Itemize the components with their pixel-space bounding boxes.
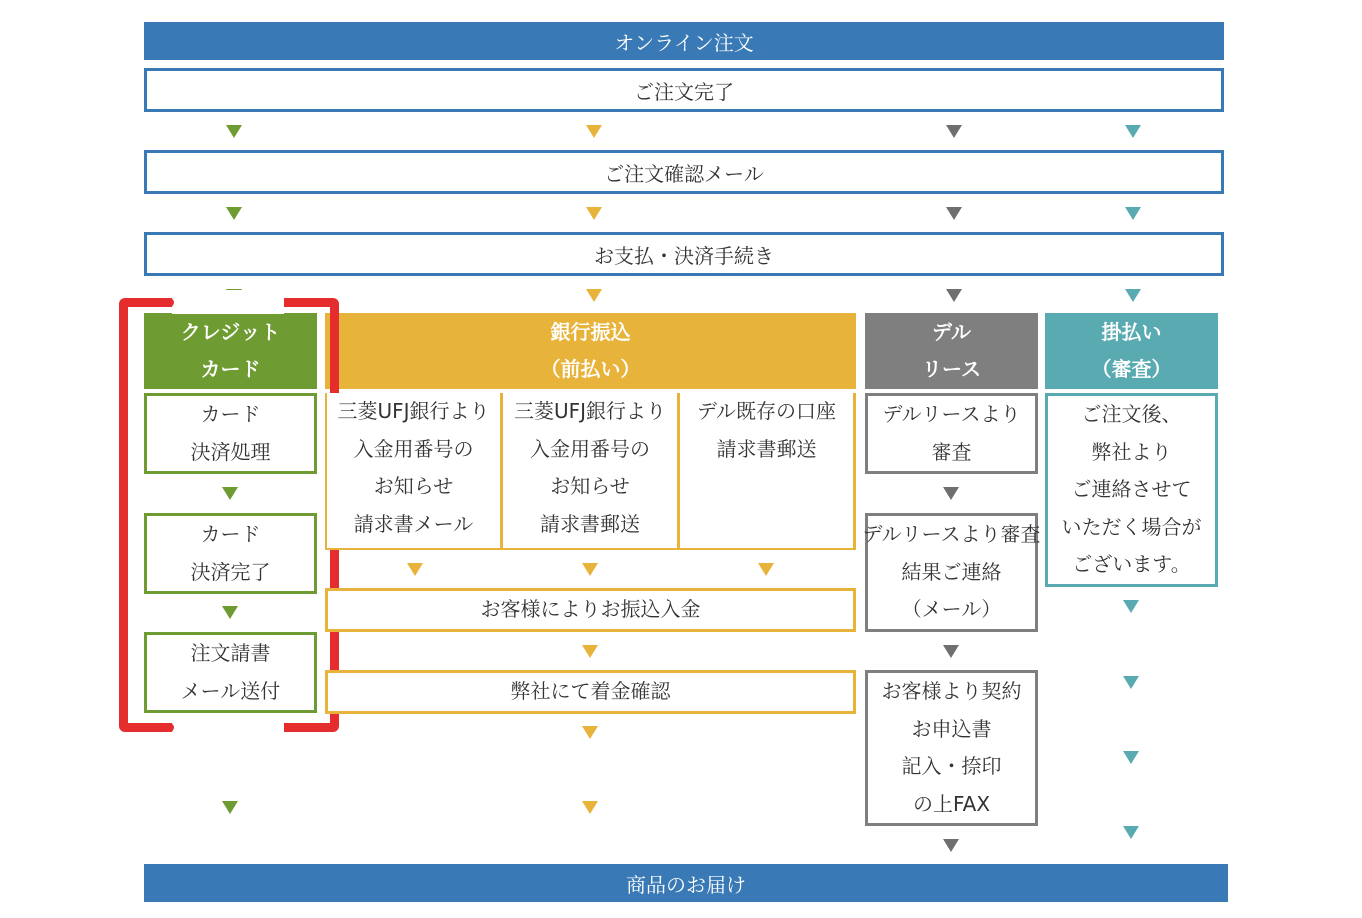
footer-delivery	[144, 864, 1228, 902]
bank-sub-post-line: 三菱UFJ銀行より	[513, 399, 667, 423]
credit-card-title-1: クレジット	[180, 320, 281, 344]
arrow-down-icon	[226, 207, 242, 220]
arrow-down-icon	[943, 839, 959, 852]
bank-sub-post-line: 請求書郵送	[540, 511, 640, 536]
bank-sub-mail-line: 請求書メール	[353, 511, 474, 536]
arrow-down-icon	[1123, 676, 1139, 689]
bracket-gap-top	[172, 290, 284, 314]
bracket-cap	[284, 723, 298, 732]
lease-box-review-line: 審査	[931, 439, 972, 464]
arrow-down-icon	[226, 125, 242, 138]
bank-transfer-title-2: （前払い）	[540, 357, 641, 381]
step-payment-label: お支払・決済手続き	[594, 243, 774, 268]
invoice-box-note-line: 弊社より	[1091, 439, 1172, 464]
bracket-cap	[160, 298, 174, 307]
step-confirm-mail	[144, 150, 1224, 194]
credit-box-mail-line: 注文請書	[190, 641, 271, 665]
bank-sub-existing	[680, 393, 853, 548]
lease-box-contract-line: の上FAX	[912, 791, 991, 816]
bank-sub-existing-line: 請求書郵送	[716, 436, 817, 461]
bank-sub-mail-line: 入金用番号の	[353, 436, 474, 461]
bank-step-confirm-label: 弊社にて着金確認	[510, 679, 671, 704]
arrow-down-icon	[582, 726, 598, 739]
invoice-box-note-line: ございます。	[1072, 552, 1191, 576]
credit-box-complete-line: 決済完了	[190, 559, 271, 584]
bank-sub-post-line: 入金用番号の	[530, 436, 650, 461]
credit-box-processing-line: カード	[200, 402, 261, 426]
arrow-down-icon	[946, 125, 962, 138]
bank-transfer-header	[325, 313, 856, 389]
arrow-down-icon	[943, 645, 959, 658]
step-order-complete-label: ご注文完了	[634, 79, 734, 104]
arrow-down-icon	[582, 563, 598, 576]
bank-sub-post	[503, 393, 680, 548]
invoice-box-note-line: いただく場合が	[1061, 514, 1202, 539]
arrow-down-icon	[1125, 289, 1141, 302]
arrow-down-icon	[582, 645, 598, 658]
arrow-down-icon	[222, 801, 238, 814]
arrow-down-icon	[758, 563, 774, 576]
invoice-header	[1045, 313, 1218, 389]
invoice-box-note	[1045, 393, 1218, 587]
lease-box-contract	[865, 670, 1038, 826]
lease-box-review-line: デルリースより	[882, 402, 1021, 426]
header-online-order-label: オンライン注文	[614, 30, 754, 55]
lease-box-review	[865, 393, 1038, 474]
bank-step-confirm	[325, 670, 856, 714]
step-confirm-mail-label: ご注文確認メール	[604, 161, 764, 186]
dell-lease-title-2: リース	[922, 357, 981, 381]
bank-sub-existing-line: デル既存の口座	[697, 399, 836, 423]
highlight-bracket	[119, 298, 339, 732]
credit-card-title-2: カード	[200, 357, 261, 381]
arrow-down-icon	[586, 289, 602, 302]
arrow-down-icon	[1123, 751, 1139, 764]
header-online-order	[144, 22, 1224, 60]
bank-sub-mail-line: 三菱UFJ銀行より	[337, 399, 490, 423]
bracket-cap	[284, 298, 298, 307]
arrow-down-icon	[946, 289, 962, 302]
arrow-down-icon	[1125, 207, 1141, 220]
invoice-title-2: （審査）	[1091, 357, 1172, 381]
credit-box-complete-line: カード	[200, 522, 261, 546]
step-payment	[144, 232, 1224, 276]
arrow-down-icon	[582, 801, 598, 814]
dell-lease-header	[865, 313, 1038, 389]
arrow-down-icon	[407, 563, 423, 576]
bracket-cap	[160, 723, 174, 732]
credit-box-mail-line: メール送付	[180, 678, 281, 703]
arrow-down-icon	[943, 487, 959, 500]
lease-box-result	[862, 513, 1041, 632]
bracket-gap-bottom	[172, 716, 284, 740]
dell-lease-title-1: デル	[932, 320, 971, 344]
arrow-down-icon	[1123, 826, 1139, 839]
arrow-down-icon	[1123, 600, 1139, 613]
lease-box-contract-line: お客様より契約	[881, 679, 1022, 703]
invoice-box-note-line: ご注文後、	[1081, 402, 1182, 426]
bank-step-deposit-label: お客様によりお振込入金	[480, 597, 701, 622]
lease-box-contract-line: お申込書	[911, 716, 992, 741]
arrow-down-icon	[586, 125, 602, 138]
bank-sub-mail-line: お知らせ	[373, 474, 454, 498]
arrow-down-icon	[1125, 125, 1141, 138]
footer-delivery-label: 商品のお届け	[626, 872, 746, 897]
bank-sub-post-line: お知らせ	[550, 474, 630, 498]
step-order-complete	[144, 68, 1224, 112]
bank-transfer-title-1: 銀行振込	[550, 320, 631, 344]
invoice-box-note-line: ご連絡させて	[1071, 477, 1192, 501]
bank-sub-mail	[327, 393, 503, 548]
lease-box-contract-line: 記入・捺印	[901, 754, 1002, 778]
credit-box-processing-line: 決済処理	[190, 439, 271, 464]
arrow-down-icon	[586, 207, 602, 220]
lease-box-result-line: デルリースより審査	[862, 522, 1041, 546]
bank-step-deposit	[325, 588, 856, 632]
invoice-title-1: 掛払い	[1101, 320, 1162, 344]
lease-box-result-line: （メール）	[901, 597, 1002, 621]
arrow-down-icon	[946, 207, 962, 220]
lease-box-result-line: 結果ご連絡	[901, 559, 1002, 584]
